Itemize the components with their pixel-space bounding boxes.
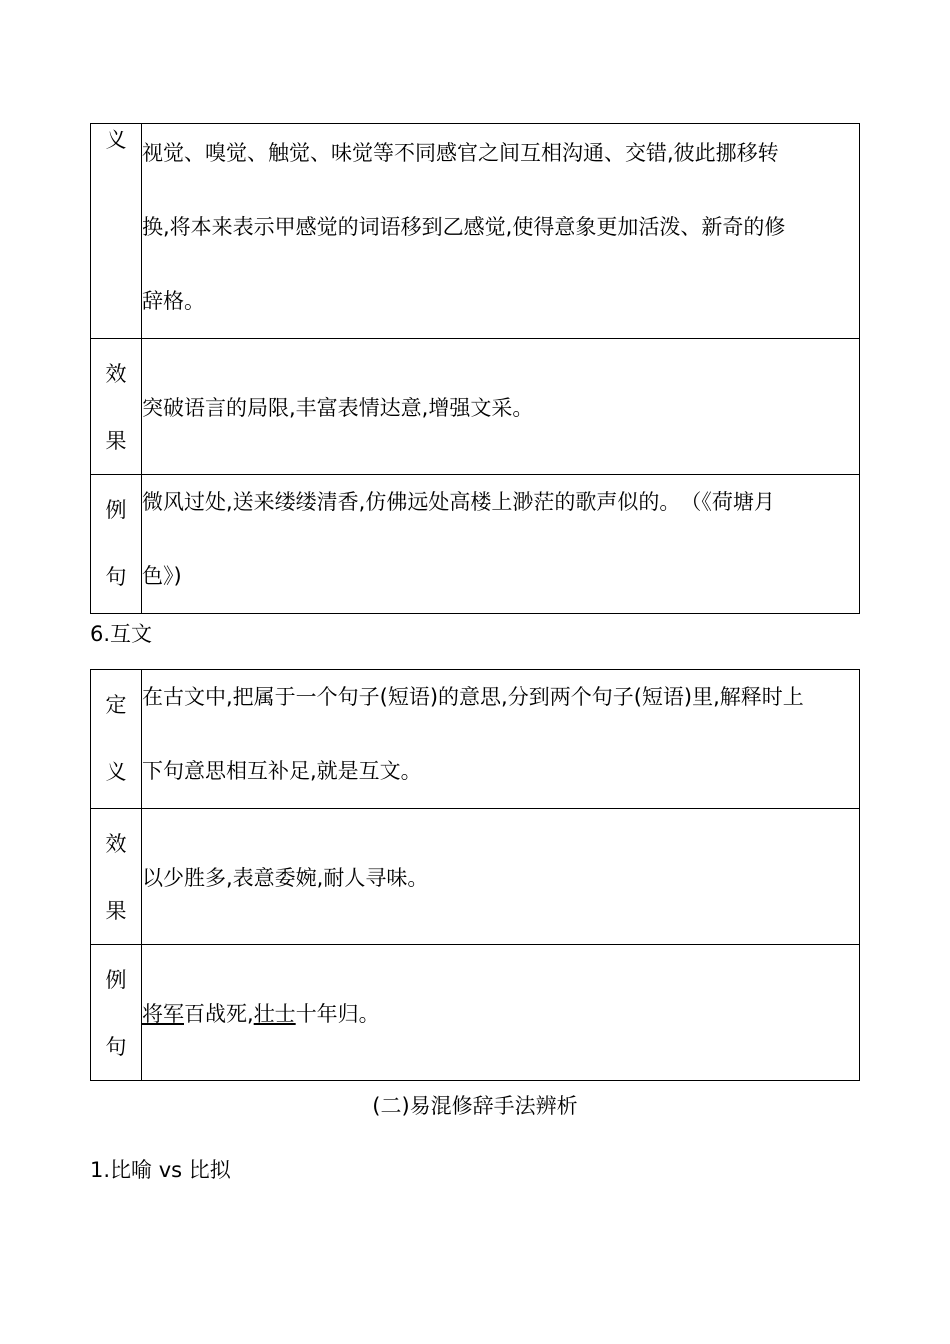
section-heading: (二)易混修辞手法辨析 xyxy=(372,1094,578,1118)
underlined-word: 壮士 xyxy=(253,1001,296,1026)
example-text: 微风过处,送来缕缕清香,仿佛远处高楼上渺茫的歌声似的。 （《荷塘月 色》) xyxy=(142,475,860,614)
underlined-word: 将军 xyxy=(142,1001,184,1026)
definition-text: 视觉、嗅觉、触觉、味觉等不同感官之间互相沟通、交错,彼此挪移转 换,将本来表示甲感觉的词语移到乙感觉,使得意象更加活泼、新奇的修 辞格。 xyxy=(142,124,860,339)
row-label: 定 义 xyxy=(91,670,142,809)
table-row xyxy=(91,475,860,614)
table-row xyxy=(91,945,860,1081)
huwen-table xyxy=(90,669,860,1081)
row-label: 效 果 xyxy=(91,339,142,475)
example-text: 将军百战死,壮士十年归。 xyxy=(142,945,860,1081)
row-label: 例 句 xyxy=(91,945,142,1081)
row-label: 例 句 xyxy=(91,475,142,614)
effect-text: 突破语言的局限,丰富表情达意,增强文采。 xyxy=(142,339,860,475)
row-label: 义 xyxy=(91,124,142,339)
definition-text: 在古文中,把属于一个句子(短语)的意思,分到两个句子(短语)里,解释时上 下句意思相互补足,就是互文。 xyxy=(142,670,860,809)
effect-text: 以少胜多,表意委婉,耐人寻味。 xyxy=(142,809,860,945)
section-title: 6.互文 xyxy=(90,622,153,646)
synesthesia-table xyxy=(90,123,860,614)
subsection-title: 1.比喻 vs 比拟 xyxy=(90,1158,231,1182)
table-row xyxy=(91,339,860,475)
row-label: 效 果 xyxy=(91,809,142,945)
table-row xyxy=(91,124,860,339)
table-row xyxy=(91,670,860,809)
table-row xyxy=(91,809,860,945)
